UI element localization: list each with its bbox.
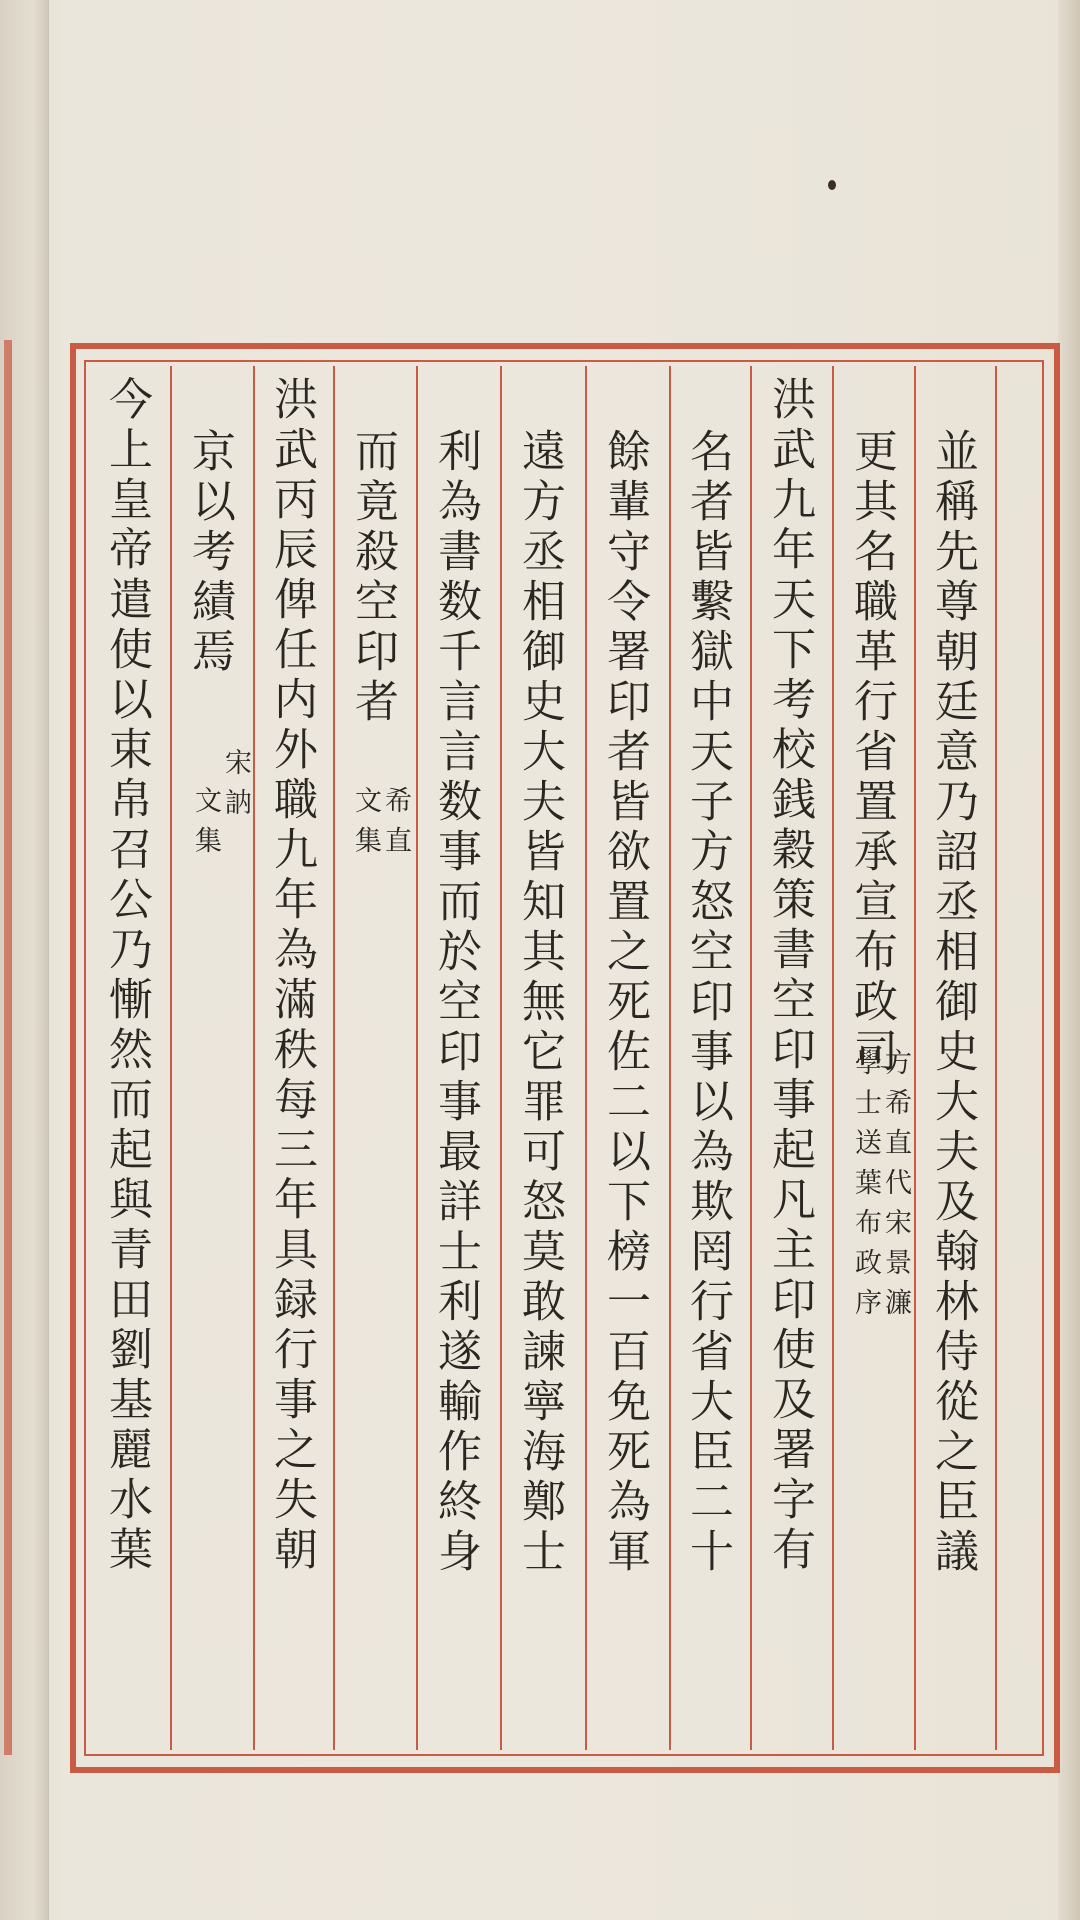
column-rule (585, 366, 587, 1750)
ink-spot (828, 180, 836, 190)
text-column-6: 遠方丞相御史大夫皆知其無它罪可怒莫敢諫寧海鄭士 (514, 428, 565, 1578)
text-column-7: 利為書数千言言数事而於空印事最詳士利遂輸作終身 (430, 428, 481, 1578)
source-note-song-ne-2: 文集 (190, 786, 221, 866)
text-column-3: 洪武九年天下考校銭穀策書空印事起凡主印使及署字有 (764, 376, 815, 1576)
source-note-xizhi-2: 文集 (350, 786, 381, 866)
text-column-8: 而竟殺空印者 (347, 428, 398, 728)
page-right-edge (1058, 0, 1080, 1920)
column-rule (170, 366, 172, 1750)
column-rule (669, 366, 671, 1750)
column-rule (253, 366, 255, 1750)
text-column-11: 今上皇帝遣使以束帛召公乃慚然而起與青田劉基麗水葉 (101, 376, 152, 1576)
left-page-border-rule (4, 340, 12, 1755)
source-note-song-ne: 宋訥 (220, 748, 251, 828)
text-column-5: 餘輩守令署印者皆欲置之死佐二以下榜一百免死為軍 (599, 428, 650, 1578)
text-column-9: 洪武丙辰俾任内外職九年為滿秩每三年具録行事之失朝 (266, 376, 317, 1576)
source-note-song-lian: 方希直代宋景濂 (880, 1048, 911, 1328)
column-rule (750, 366, 752, 1750)
column-rule (416, 366, 418, 1750)
column-rule (333, 366, 335, 1750)
source-note-xizhi: 希直 (380, 786, 411, 866)
text-column-1: 並稱先尊朝廷意乃詔丞相御史大夫及翰林侍從之臣議 (927, 428, 978, 1578)
column-rule (832, 366, 834, 1750)
column-rule (914, 366, 916, 1750)
text-column-4: 名者皆繫獄中天子方怒空印事以為欺罔行省大臣二十 (682, 428, 733, 1578)
source-note-song-lian-2: 學士送葉布政序 (850, 1048, 881, 1328)
column-rule (500, 366, 502, 1750)
column-rule (995, 366, 997, 1750)
text-column-10: 京以考績焉 (184, 428, 235, 678)
text-column-2: 更其名職革行省置承宣布政司 (846, 428, 897, 1078)
